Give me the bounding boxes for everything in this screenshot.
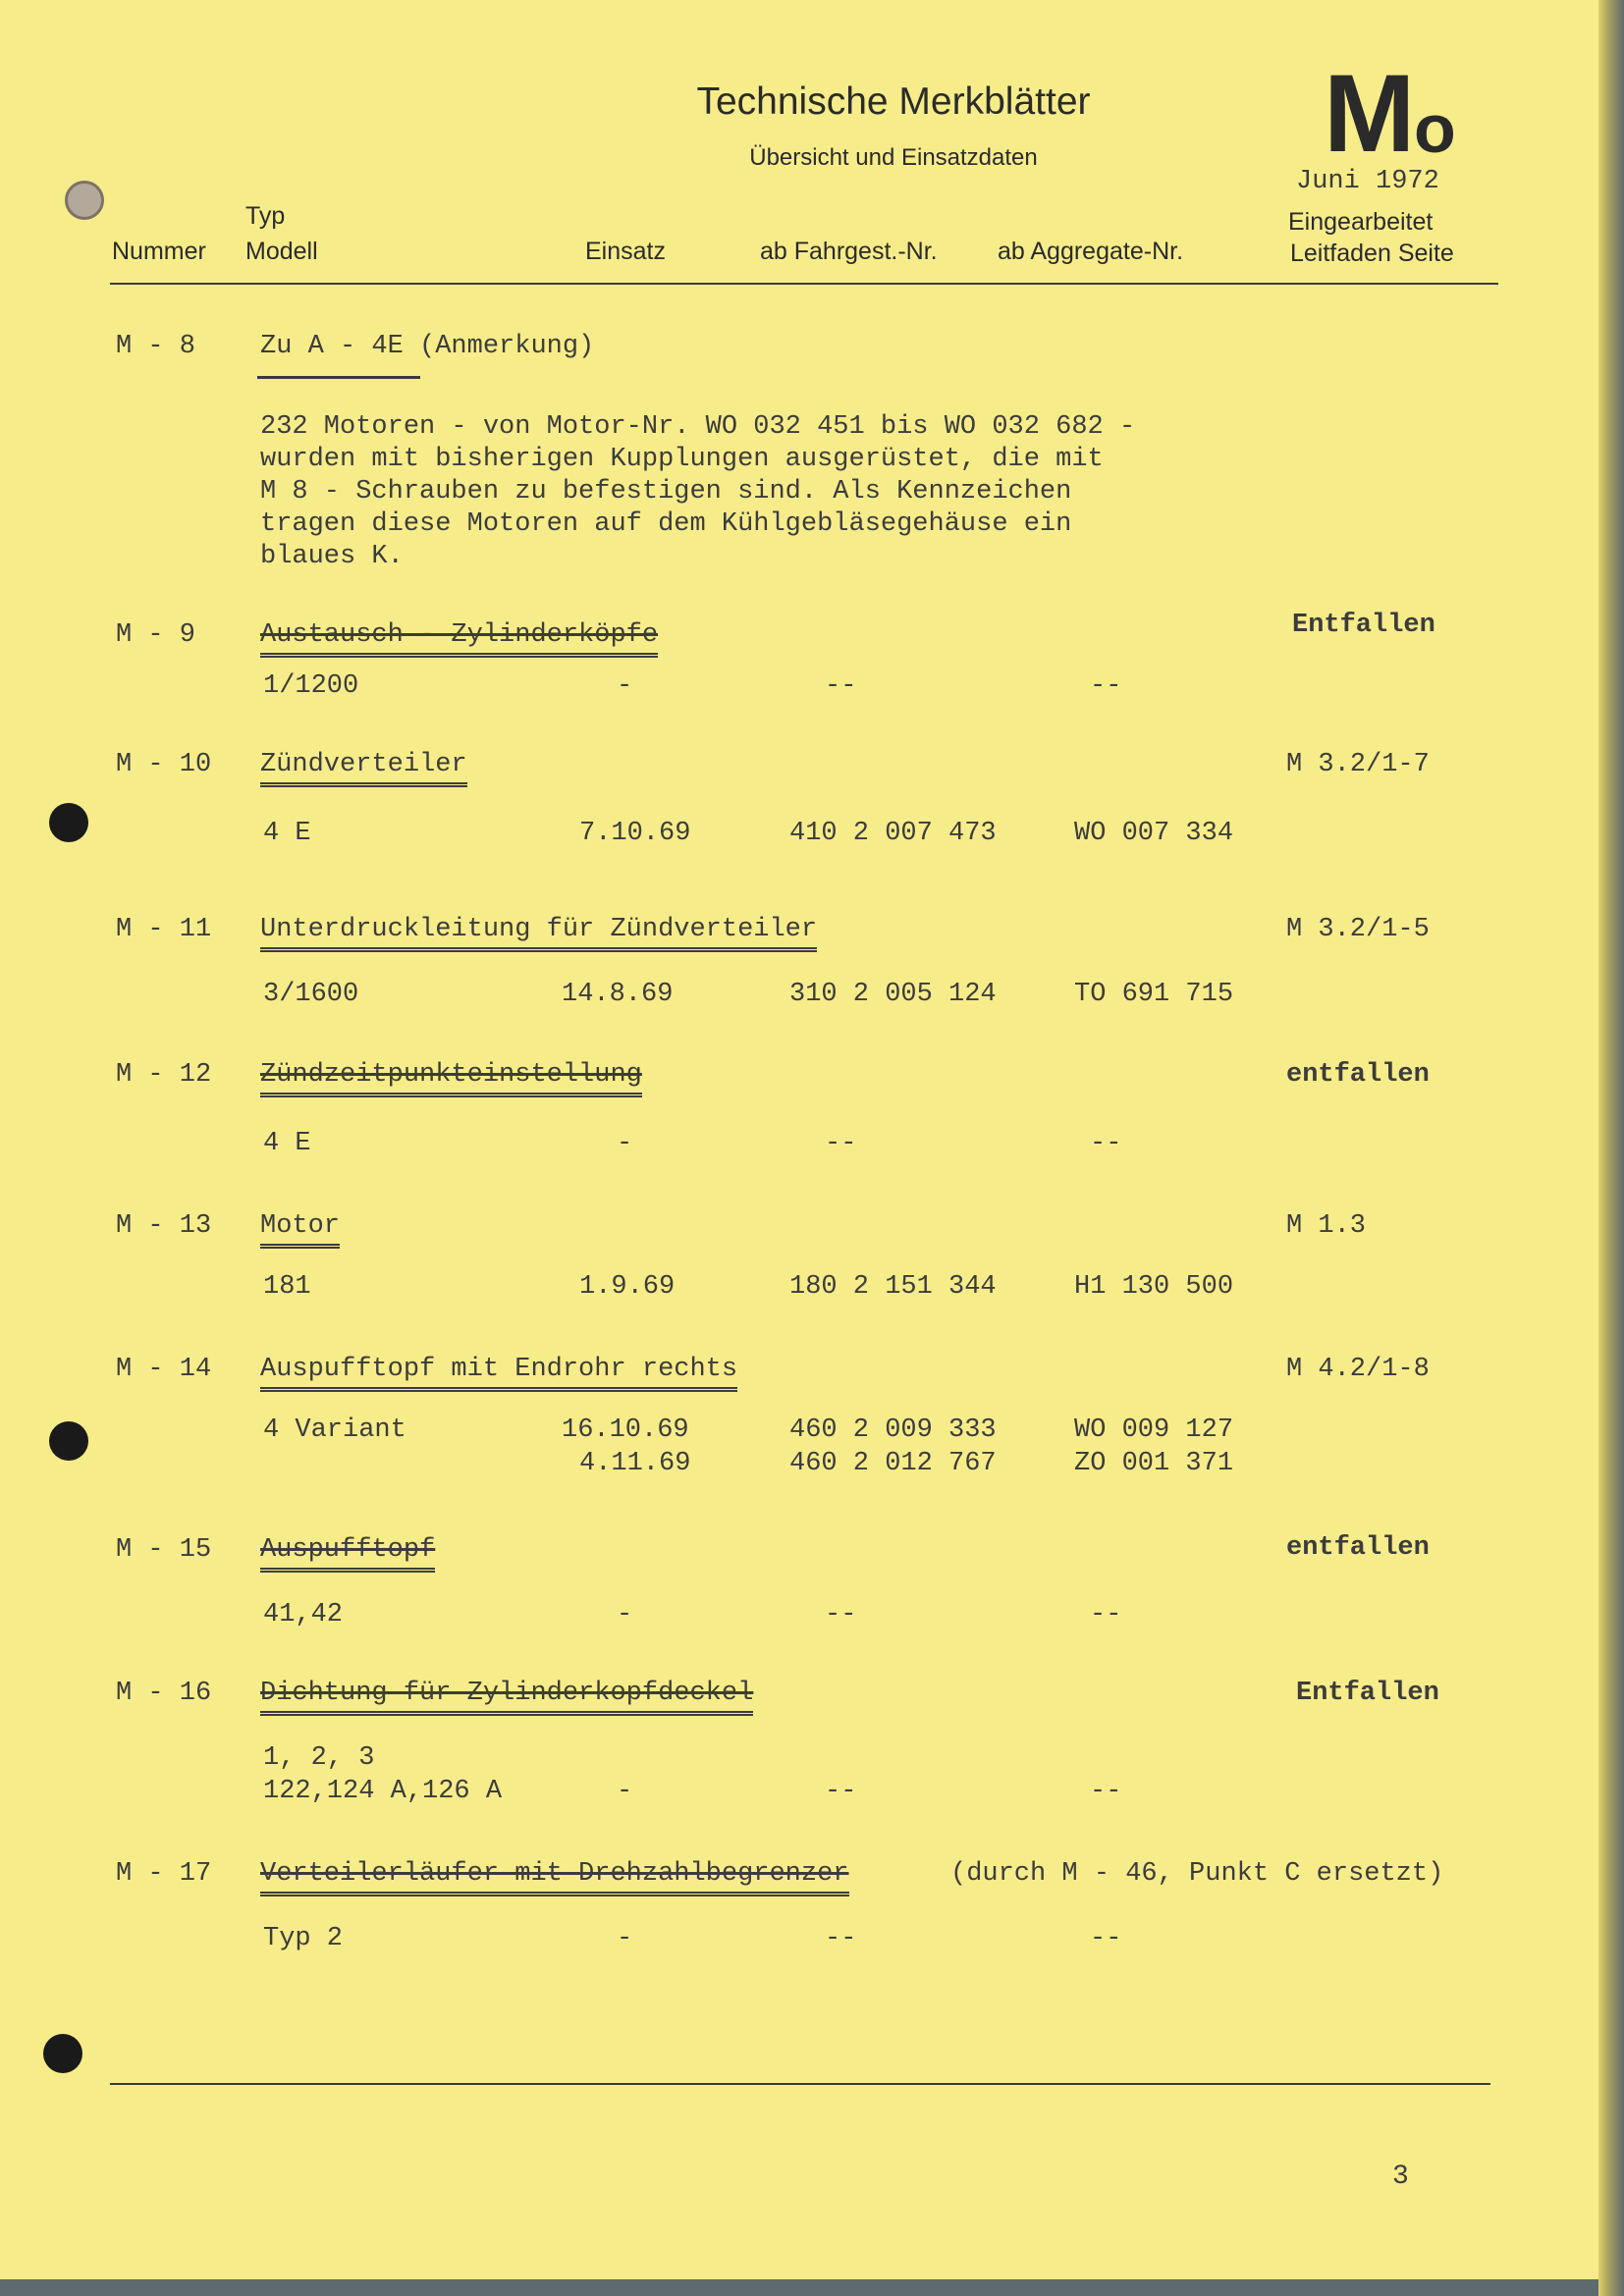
cell-einsatz: 7.10.69 — [579, 819, 691, 848]
title-underline — [257, 376, 420, 379]
cell-einsatz: 16.10.69 — [562, 1415, 689, 1445]
cell-aggregate: -- — [1090, 1600, 1122, 1629]
cell-einsatz: - — [617, 671, 633, 701]
entry-number: M - 17 — [116, 1859, 212, 1889]
cell-aggregate: -- — [1090, 671, 1122, 701]
entry-status: M 4.2/1-8 — [1286, 1355, 1430, 1384]
entry-title: Auspufftopf mit Endrohr rechts — [260, 1355, 737, 1392]
cell-typ: Typ 2 — [263, 1924, 344, 1953]
col-header-typ: Typ — [245, 202, 286, 230]
entry-title: Dichtung für Zylinderkopfdeckel — [260, 1679, 753, 1716]
entry-title: Verteilerläufer mit Drehzahlbegrenzer — [260, 1859, 849, 1896]
cell-einsatz: 14.8.69 — [562, 980, 674, 1009]
entry-note-line: blaues K. — [260, 542, 404, 571]
entry-title: Zündzeitpunkteinstellung — [260, 1060, 642, 1097]
cell-fahrgest: -- — [825, 1129, 857, 1158]
cell-aggregate: -- — [1090, 1129, 1122, 1158]
cell-einsatz: - — [617, 1924, 633, 1953]
cell-einsatz: 1.9.69 — [579, 1272, 676, 1302]
cell-fahrgest: -- — [825, 1777, 857, 1806]
header-divider — [110, 283, 1498, 285]
cell-aggregate: TO 691 715 — [1074, 980, 1234, 1009]
entry-note-line: wurden mit bisherigen Kupplungen ausgerüstet, die mit — [260, 445, 1104, 474]
entry-status: Entfallen — [1296, 1679, 1439, 1708]
entry-status: entfallen — [1286, 1533, 1430, 1563]
col-header-leitfaden: Leitfaden Seite — [1290, 240, 1454, 267]
footer-divider — [110, 2083, 1490, 2085]
cell-typ: 181 — [263, 1272, 311, 1302]
cell-fahrgest: -- — [825, 1600, 857, 1629]
col-header-aggregate: ab Aggregate-Nr. — [998, 238, 1184, 265]
page-title: Technische Merkblätter — [696, 80, 1091, 123]
entry-number: M - 12 — [116, 1060, 212, 1090]
cell-typ: 1, 2, 3 — [263, 1743, 375, 1773]
col-header-fahrgest: ab Fahrgest.-Nr. — [760, 238, 938, 265]
entry-number: M - 13 — [116, 1211, 212, 1241]
cell-aggregate: -- — [1090, 1777, 1122, 1806]
cell-typ: 4 Variant — [263, 1415, 406, 1445]
entry-status: Entfallen — [1292, 611, 1435, 640]
cell-typ: 3/1600 — [263, 980, 359, 1009]
entry-number: M - 9 — [116, 620, 196, 650]
entry-number: M - 14 — [116, 1355, 212, 1384]
cell-fahrgest: 460 2 012 767 — [789, 1449, 997, 1478]
cell-fahrgest: -- — [825, 671, 857, 701]
entry-number: M - 15 — [116, 1535, 212, 1565]
cell-typ: 41,42 — [263, 1600, 344, 1629]
cell-aggregate: WO 009 127 — [1074, 1415, 1234, 1445]
cell-aggregate: -- — [1090, 1924, 1122, 1953]
entry-number: M - 16 — [116, 1679, 212, 1708]
cell-fahrgest: 180 2 151 344 — [789, 1272, 997, 1302]
cell-aggregate: ZO 001 371 — [1074, 1449, 1234, 1478]
cell-typ: 1/1200 — [263, 671, 359, 701]
punch-hole — [49, 803, 88, 842]
col-header-einsatz: Einsatz — [585, 238, 666, 265]
cell-typ: 122,124 A,126 A — [263, 1777, 503, 1806]
page-edge — [1598, 0, 1624, 2296]
cell-fahrgest: 310 2 005 124 — [789, 980, 997, 1009]
entry-status: M 3.2/1-5 — [1286, 915, 1430, 944]
punch-hole — [65, 181, 104, 220]
punch-hole — [43, 2034, 82, 2073]
cell-einsatz: 4.11.69 — [579, 1449, 691, 1478]
punch-hole — [49, 1421, 88, 1461]
entry-title: Zündverteiler — [260, 750, 467, 787]
entry-status: (durch M - 46, Punkt C ersetzt) — [950, 1859, 1444, 1889]
entry-status: M 1.3 — [1286, 1211, 1367, 1241]
cell-aggregate: WO 007 334 — [1074, 819, 1234, 848]
entry-note-line: 232 Motoren - von Motor-Nr. WO 032 451 bis WO 032 682 - — [260, 412, 1136, 442]
page-subtitle: Übersicht und Einsatzdaten — [749, 144, 1038, 171]
series-logo-letter: M — [1324, 52, 1412, 175]
series-logo-suffix: o — [1414, 90, 1456, 167]
entry-number: M - 10 — [116, 750, 212, 779]
cell-aggregate: H1 130 500 — [1074, 1272, 1234, 1302]
entry-title: Zu A - 4E (Anmerkung) — [260, 332, 595, 361]
entry-title: Auspufftopf — [260, 1535, 435, 1573]
entry-note-line: tragen diese Motoren auf dem Kühlgebläsegehäuse ein — [260, 509, 1072, 539]
cell-typ: 4 E — [263, 1129, 311, 1158]
col-header-eingearbeitet: Eingearbeitet — [1288, 208, 1434, 236]
entry-number: M - 8 — [116, 332, 196, 361]
page-number: 3 — [1392, 2162, 1409, 2192]
cell-fahrgest: 460 2 009 333 — [789, 1415, 997, 1445]
col-header-modell: Modell — [245, 238, 318, 265]
entry-title: Unterdruckleitung für Zündverteiler — [260, 915, 817, 952]
cell-fahrgest: 410 2 007 473 — [789, 819, 997, 848]
entry-title: Motor — [260, 1211, 340, 1249]
issue-date: Juni 1972 — [1296, 167, 1439, 196]
cell-einsatz: - — [617, 1777, 633, 1806]
cell-typ: 4 E — [263, 819, 311, 848]
col-header-nummer: Nummer — [112, 238, 206, 265]
entry-status: M 3.2/1-7 — [1286, 750, 1430, 779]
cell-fahrgest: -- — [825, 1924, 857, 1953]
entry-number: M - 11 — [116, 915, 212, 944]
entry-note-line: M 8 - Schrauben zu befestigen sind. Als Kennzeichen — [260, 477, 1072, 507]
entry-title: Austausch - Zylinderköpfe — [260, 620, 658, 658]
cell-einsatz: - — [617, 1600, 633, 1629]
cell-einsatz: - — [617, 1129, 633, 1158]
entry-status: entfallen — [1286, 1060, 1430, 1090]
